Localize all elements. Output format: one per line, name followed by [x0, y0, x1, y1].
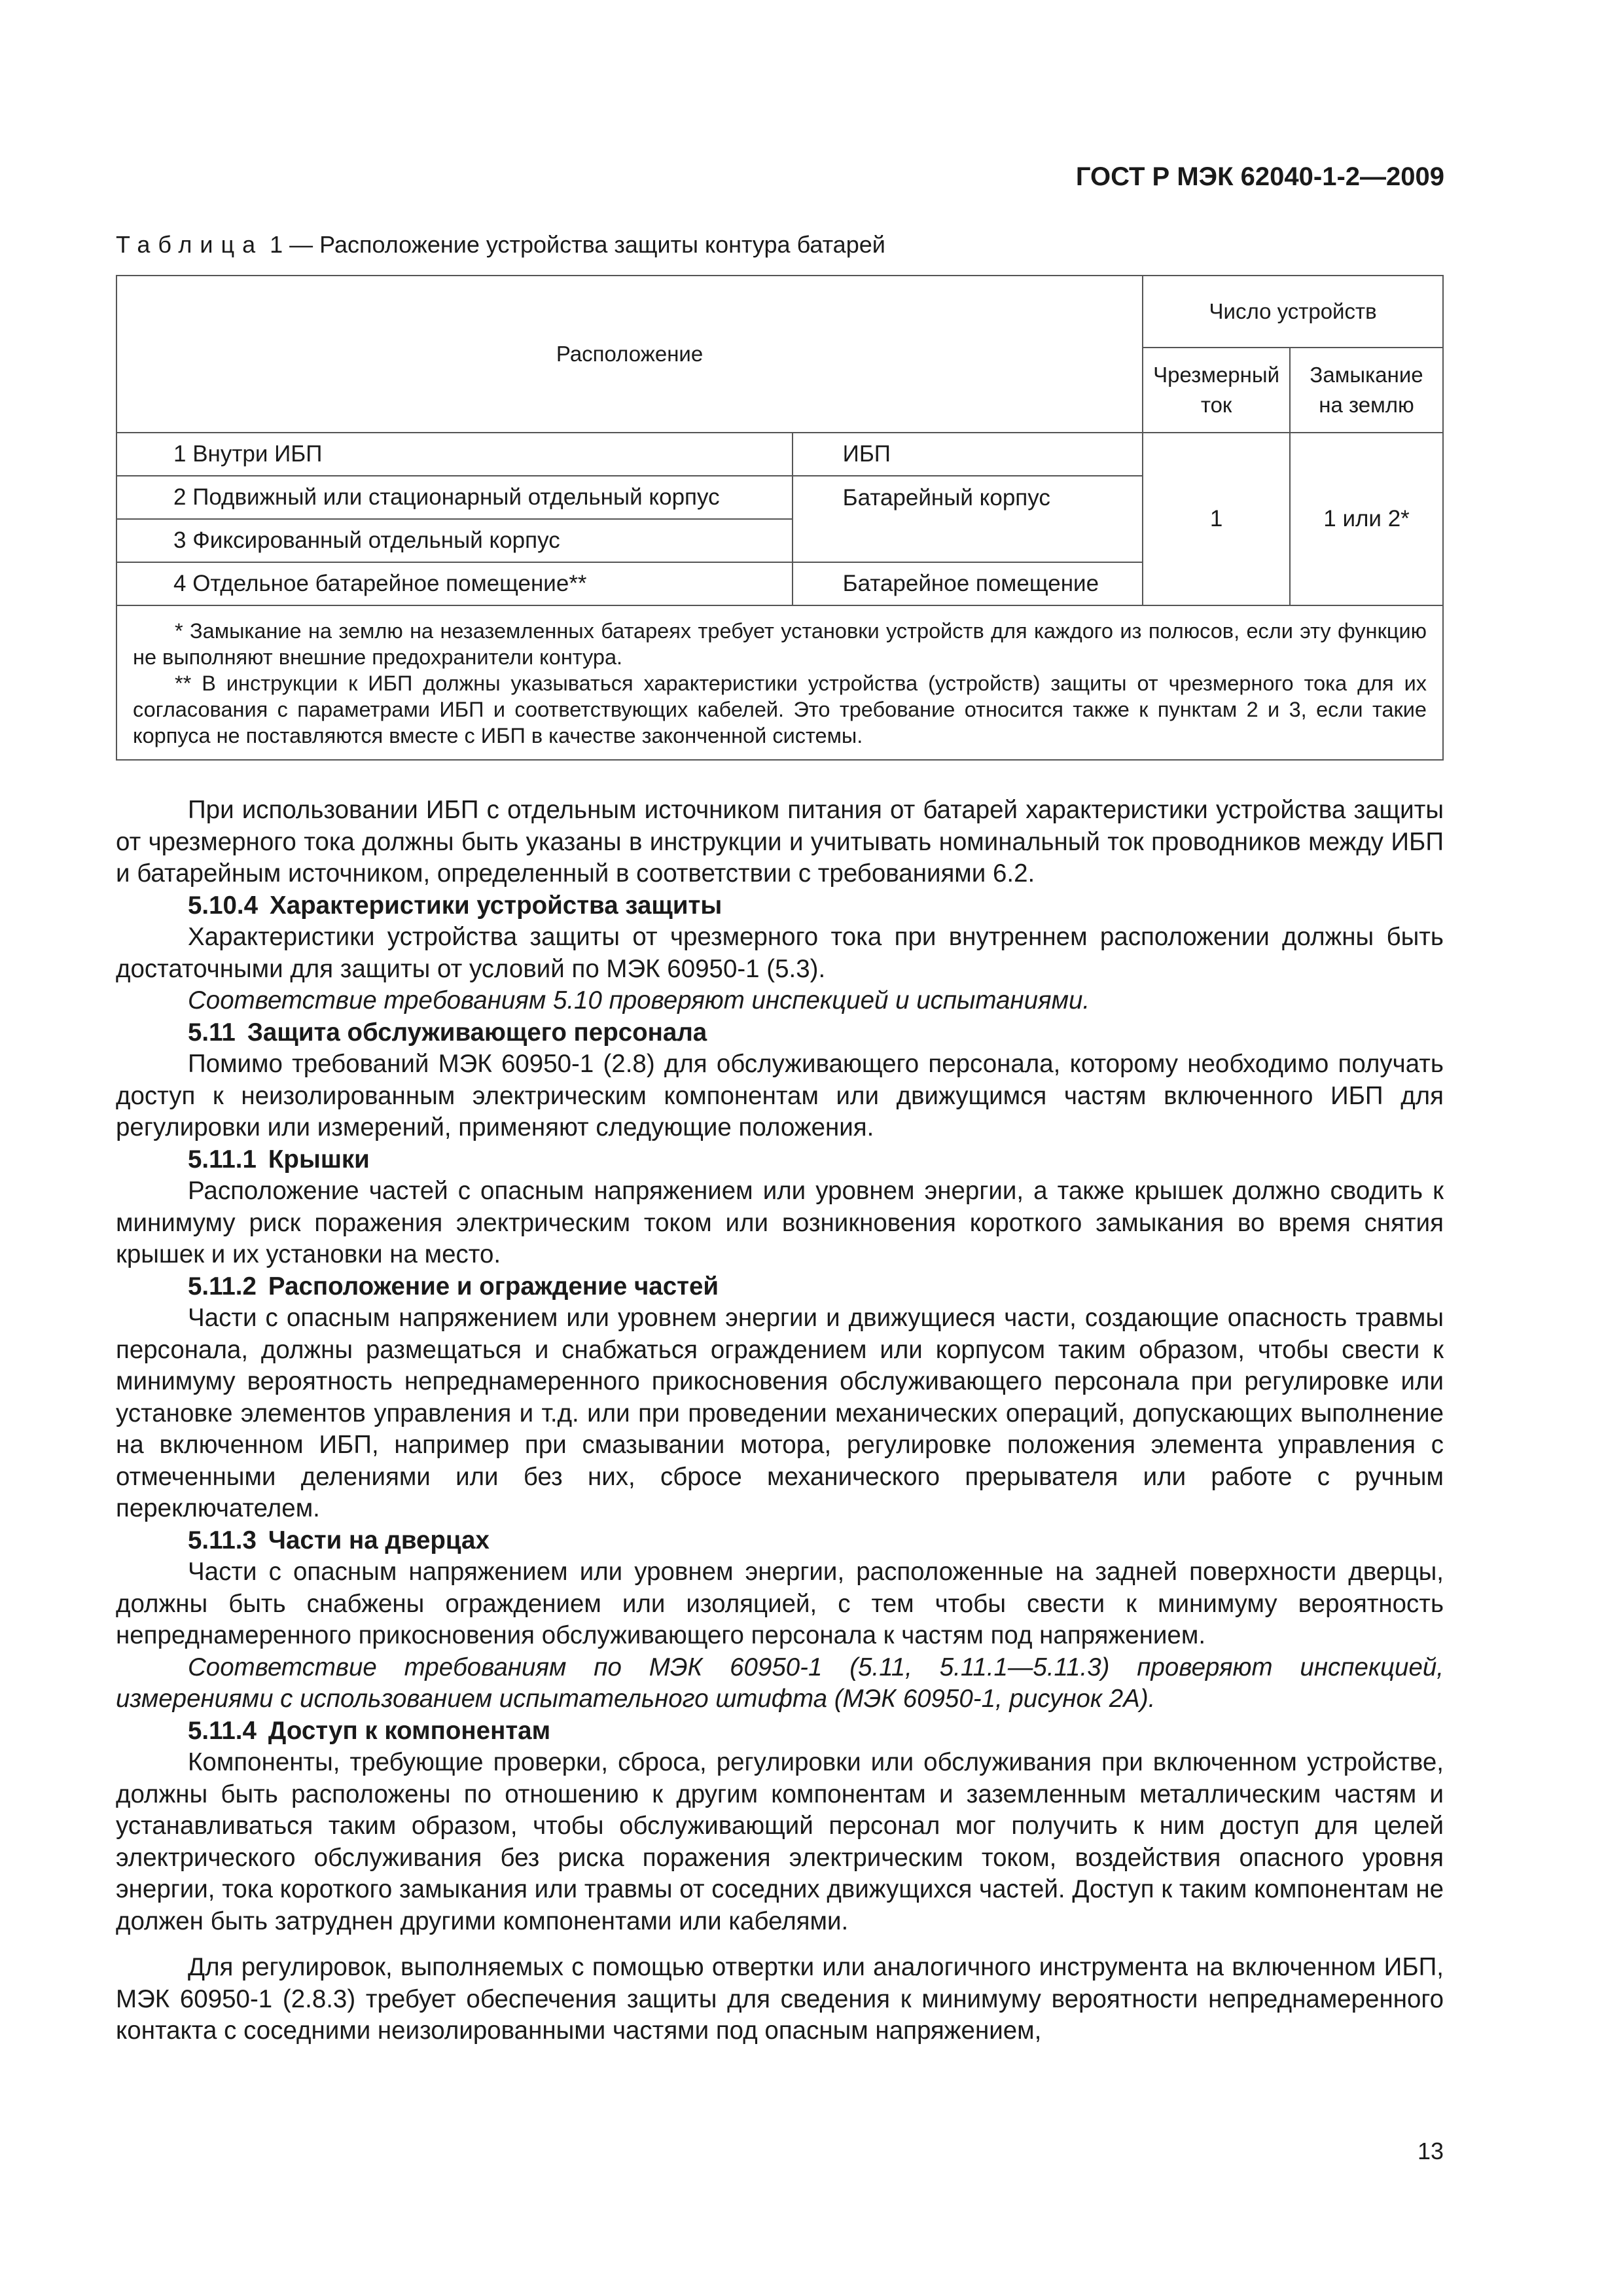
document-id-header: ГОСТ Р МЭК 62040-1-2—2009 — [1075, 162, 1444, 191]
column-header-earth-fault: Замыкание на землю — [1290, 348, 1443, 433]
table-footnotes — [116, 605, 1443, 760]
paragraph: При использовании ИБП с отдельным источником питания от батарей характеристики устройства защиты от чрезмерного тока должны быть указаны в инструкции и учитывать номинальный ток проводников между ИБП и батарейным источником, определенный в соответствии с требованиями 6.2. — [116, 796, 1444, 888]
compliance-statement: Соответствие требованиям по МЭК 60950-1 (5.11, 5.11.1—5.11.3) проверяют инспекцией, измерениями с использованием испытательного штифта (МЭК 60950-1, рисунок 2А). — [116, 1653, 1444, 1713]
paragraph: Расположение частей с опасным напряжением или уровнем энергии, а также крышек должно сводить к минимуму риск поражения электрическим током или возникновения короткого замыкания во время снятия крышек и их установки на место. — [116, 1177, 1444, 1268]
table-caption-title: 1 — Расположение устройства защиты контура батарей — [263, 231, 885, 258]
row-enclosure: Батарейный корпус — [793, 476, 1143, 519]
section-heading-5-11-1: 5.11.1 Крышки — [188, 1145, 370, 1174]
overcurrent-device-count: 1 — [1143, 433, 1290, 605]
paragraph: Компоненты, требующие проверки, сброса, регулировки или обслуживания при включенном устройстве, должны быть расположены по отношению к другим компонентам и заземленным металлическим частям и устанавливаться таким образом, чтобы обслуживающий персонал мог получить к ним доступ для целей электрического обслуживания без риска поражения электрическим током, воздействия опасного уровня энергии, тока короткого замыкания или травмы от соседних движущихся частей. Доступ к таким компонентам не должен быть затруднен другими компонентами или кабелями. — [116, 1748, 1444, 1935]
paragraph: Помимо требований МЭК 60950-1 (2.8) для обслуживающего персонала, которому необходимо получать доступ к неизолированным электрическим компонентам или движущимся частям включенного ИБП для регулировки или измерений, применяют следующие положения. — [116, 1050, 1444, 1141]
column-header-device-count: Число устройств — [1143, 276, 1443, 348]
column-header-location: Расположение — [116, 276, 1143, 433]
paragraph: Части с опасным напряжением или уровнем энергии, расположенные на задней поверхности дверцы, должны быть снабжены ограждением или изоляцией, с тем чтобы свести к минимуму вероятность непреднамеренного прикосновения обслуживающего персонала к частям под напряжением. — [116, 1558, 1444, 1649]
row-enclosure — [793, 519, 1143, 562]
section-heading-5-11: 5.11 Защита обслуживающего персонала — [188, 1018, 707, 1047]
compliance-statement: Соответствие требованиям 5.10 проверяют инспекцией и испытаниями. — [188, 986, 1090, 1014]
column-header-overcurrent: Чрезмерный ток — [1143, 348, 1290, 433]
paragraph: Части с опасным напряжением или уровнем энергии и движущиеся части, создающие опасность травмы персонала, должны размещаться и снабжаться ограждением или корпусом таким образом, чтобы свести к минимуму вероятность непреднамеренного прикосновения обслуживающего персонала при регулировке или установке элементов управления и т.д. или при проведении механических операций, допускающих выполнение на включенном ИБП, например при смазывании мотора, регулировке положения элемента управления с отмеченными делениями или без них, сбросе механического прерывателя или работе с ручным переключателем. — [116, 1304, 1444, 1522]
table-footnote: * Замыкание на землю на незаземленных батареях требует установки устройств для каждого из полюсов, если эту функцию не выполняют внешние предохранители контура. — [133, 619, 1427, 669]
page-number: 13 — [1417, 2138, 1444, 2164]
row-enclosure: ИБП — [793, 433, 1143, 476]
body-text — [116, 795, 1444, 2047]
table-row — [116, 433, 1443, 476]
section-heading-5-10-4: 5.10.4 Характеристики устройства защиты — [188, 891, 722, 920]
row-location: 2 Подвижный или стационарный отдельный корпус — [116, 476, 793, 519]
earth-fault-device-count: 1 или 2* — [1290, 433, 1443, 605]
table-caption — [116, 231, 885, 259]
table-caption-label: Таблица — [116, 231, 264, 258]
battery-protection-table — [116, 275, 1444, 761]
row-location: 3 Фиксированный отдельный корпус — [116, 519, 793, 562]
section-heading-5-11-2: 5.11.2 Расположение и ограждение частей — [188, 1272, 719, 1300]
row-location: 4 Отдельное батарейное помещение** — [116, 562, 793, 605]
row-location: 1 Внутри ИБП — [116, 433, 793, 476]
section-heading-5-11-3: 5.11.3 Части на дверцах — [188, 1526, 490, 1554]
section-heading-5-11-4: 5.11.4 Доступ к компонентам — [188, 1716, 551, 1745]
row-enclosure: Батарейное помещение — [793, 562, 1143, 605]
paragraph: Для регулировок, выполняемых с помощью отвертки или аналогичного инструмента на включенном ИБП, МЭК 60950-1 (2.8.3) требует обеспечения защиты для сведения к минимуму вероятности непреднамеренного контакта с соседними неизолированными частями под опасным напряжением, — [116, 1953, 1444, 2045]
table-footnote: ** В инструкции к ИБП должны указываться характеристики устройства (устройств) защиты от чрезмерного тока для их согласования с параметрами ИБП и соответствующих кабелей. Это требование относится также к пунктам 2 и 3, если такие корпуса не поставляются вместе с ИБП в качестве законченной системы. — [133, 672, 1427, 747]
paragraph: Характеристики устройства защиты от чрезмерного тока при внутреннем расположении должны быть достаточными для защиты от условий по МЭК 60950-1 (5.3). — [116, 923, 1444, 983]
